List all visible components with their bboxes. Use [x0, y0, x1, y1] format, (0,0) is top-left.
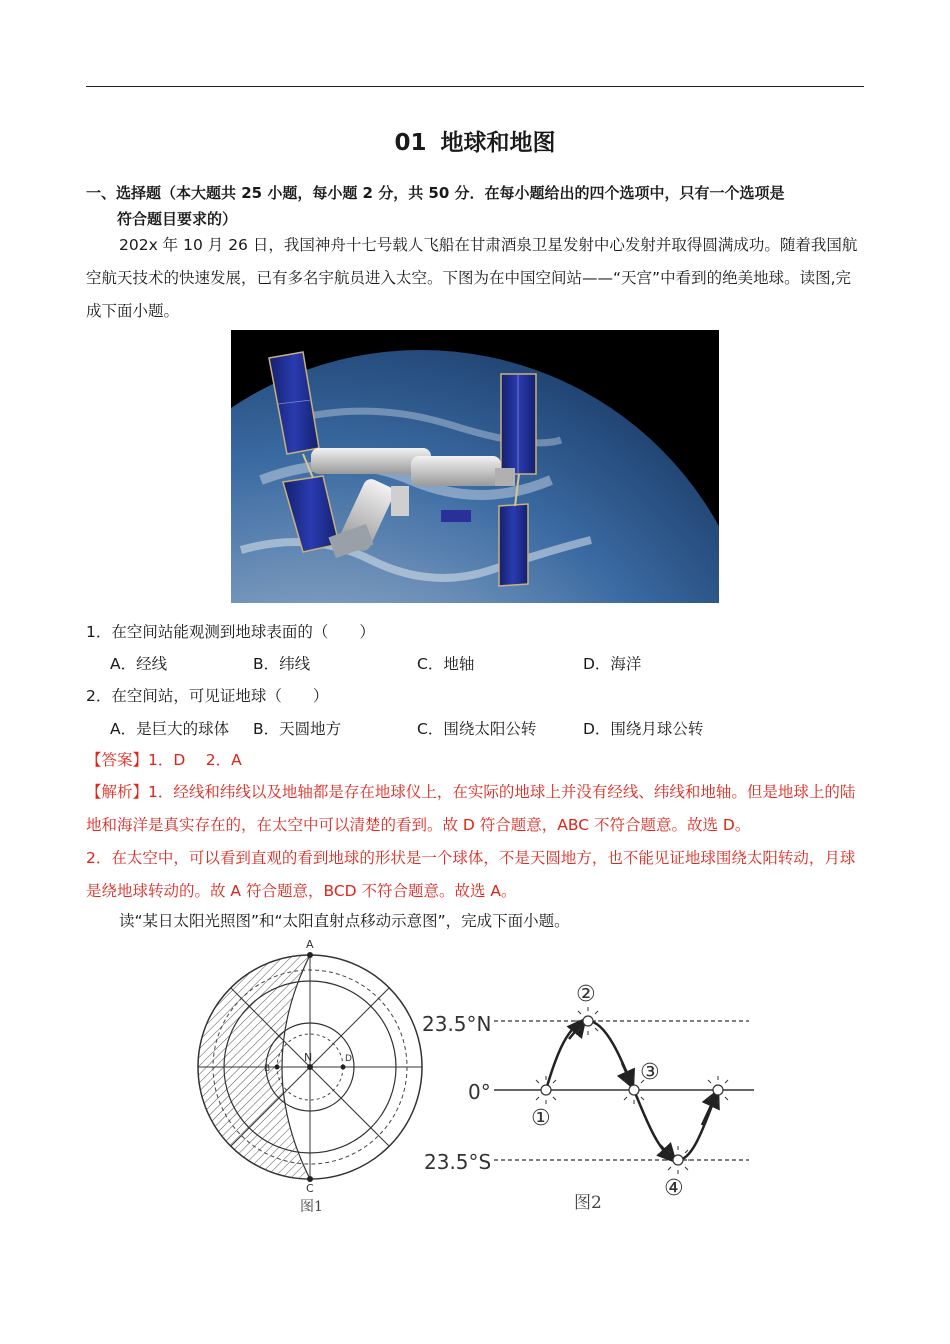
fig1-label-a: A — [306, 938, 314, 951]
explanation-2: 2．在太空中，可以看到直观的看到地球的形状是一个球体，不是天圆地方，也不能见证地球围绕太阳转动，月球是绕地球转动的。故 A 符合题意，BCD 不符合题意。故选 A。 — [86, 849, 856, 900]
question-2-option-d: D．围绕月球公转 — [583, 720, 704, 738]
question-2-option-b: B．天圆地方 — [253, 720, 342, 738]
top-rule — [86, 86, 864, 87]
question-1-option-d: D．海洋 — [583, 655, 642, 673]
figure-1-caption: 图1 — [300, 1199, 323, 1215]
sunlight-diagrams — [194, 935, 764, 1220]
section-heading — [86, 180, 866, 232]
question-1-stem: 1．在空间站能观测到地球表面的（ ） — [86, 623, 375, 641]
point-1: ① — [531, 1106, 551, 1131]
title-text: 地球和地图 — [440, 130, 556, 156]
lat-23-5-n: 23.5°N — [422, 1012, 492, 1036]
question-1-option-b: B．纬线 — [253, 655, 311, 673]
title-number: 01 — [394, 130, 427, 156]
point-2: ② — [576, 982, 596, 1007]
section-heading-line1: 一、选择题（本大题共 25 小题，每小题 2 分，共 50 分．在每小题给出的四个选项中，只有一个选项是 — [86, 184, 785, 202]
fig1-label-n: N — [304, 1051, 313, 1064]
fig1-label-c: C — [306, 1182, 314, 1195]
explanation-1: 1．经线和纬线以及地轴都是存在地球仪上，在实际的地球上并没有经线、纬线和地轴。但是地球上的陆地和海洋是真实存在的，在太空中可以清楚的看到。故 D 符合题意，ABC 不符合题意。故选 D。 — [86, 783, 856, 834]
explanation-block — [86, 776, 866, 908]
intro-paragraph-2: 读“某日太阳光照图”和“太阳直射点移动示意图”，完成下面小题。 — [119, 912, 570, 930]
lat-23-5-s: 23.5°S — [424, 1150, 492, 1174]
figure-2-caption: 图2 — [574, 1193, 602, 1213]
question-1-option-a: A．经线 — [110, 655, 168, 673]
point-3: ③ — [640, 1060, 660, 1085]
lat-0: 0° — [468, 1080, 491, 1104]
question-2-stem: 2．在空间站，可见证地球（ ） — [86, 687, 329, 705]
page-title — [0, 124, 950, 157]
right-solar-panel-bottom — [499, 504, 528, 586]
intro-paragraph: 202x 年 10 月 26 日，我国神舟十七号载人飞船在甘肃酒泉卫星发射中心发射并取得圆满成功。随着我国航空航天技术的快速发展，已有多名宇航员进入太空。下图为在中国空间站——“天宫”中看到的绝美地球。读图,完成下面小题。 — [86, 236, 858, 320]
question-2-option-c: C．围绕太阳公转 — [417, 720, 537, 738]
space-station-photo — [231, 330, 719, 603]
question-2-option-a: A．是巨大的球体 — [110, 720, 230, 738]
section-heading-line2: 符合题目要求的） — [117, 210, 238, 228]
figure-1-sunlight-map — [198, 938, 422, 1215]
answer-line: 【答案】1．D 2．A — [86, 751, 242, 769]
fig1-label-b: B — [264, 1064, 271, 1074]
right-solar-panel-top — [501, 374, 536, 474]
question-1-option-c: C．地轴 — [417, 655, 475, 673]
fig1-label-d: D — [345, 1054, 352, 1064]
explanation-label: 【解析】 — [86, 783, 149, 801]
point-4: ④ — [664, 1176, 684, 1201]
figure-2-subsolar-movement — [422, 982, 754, 1213]
